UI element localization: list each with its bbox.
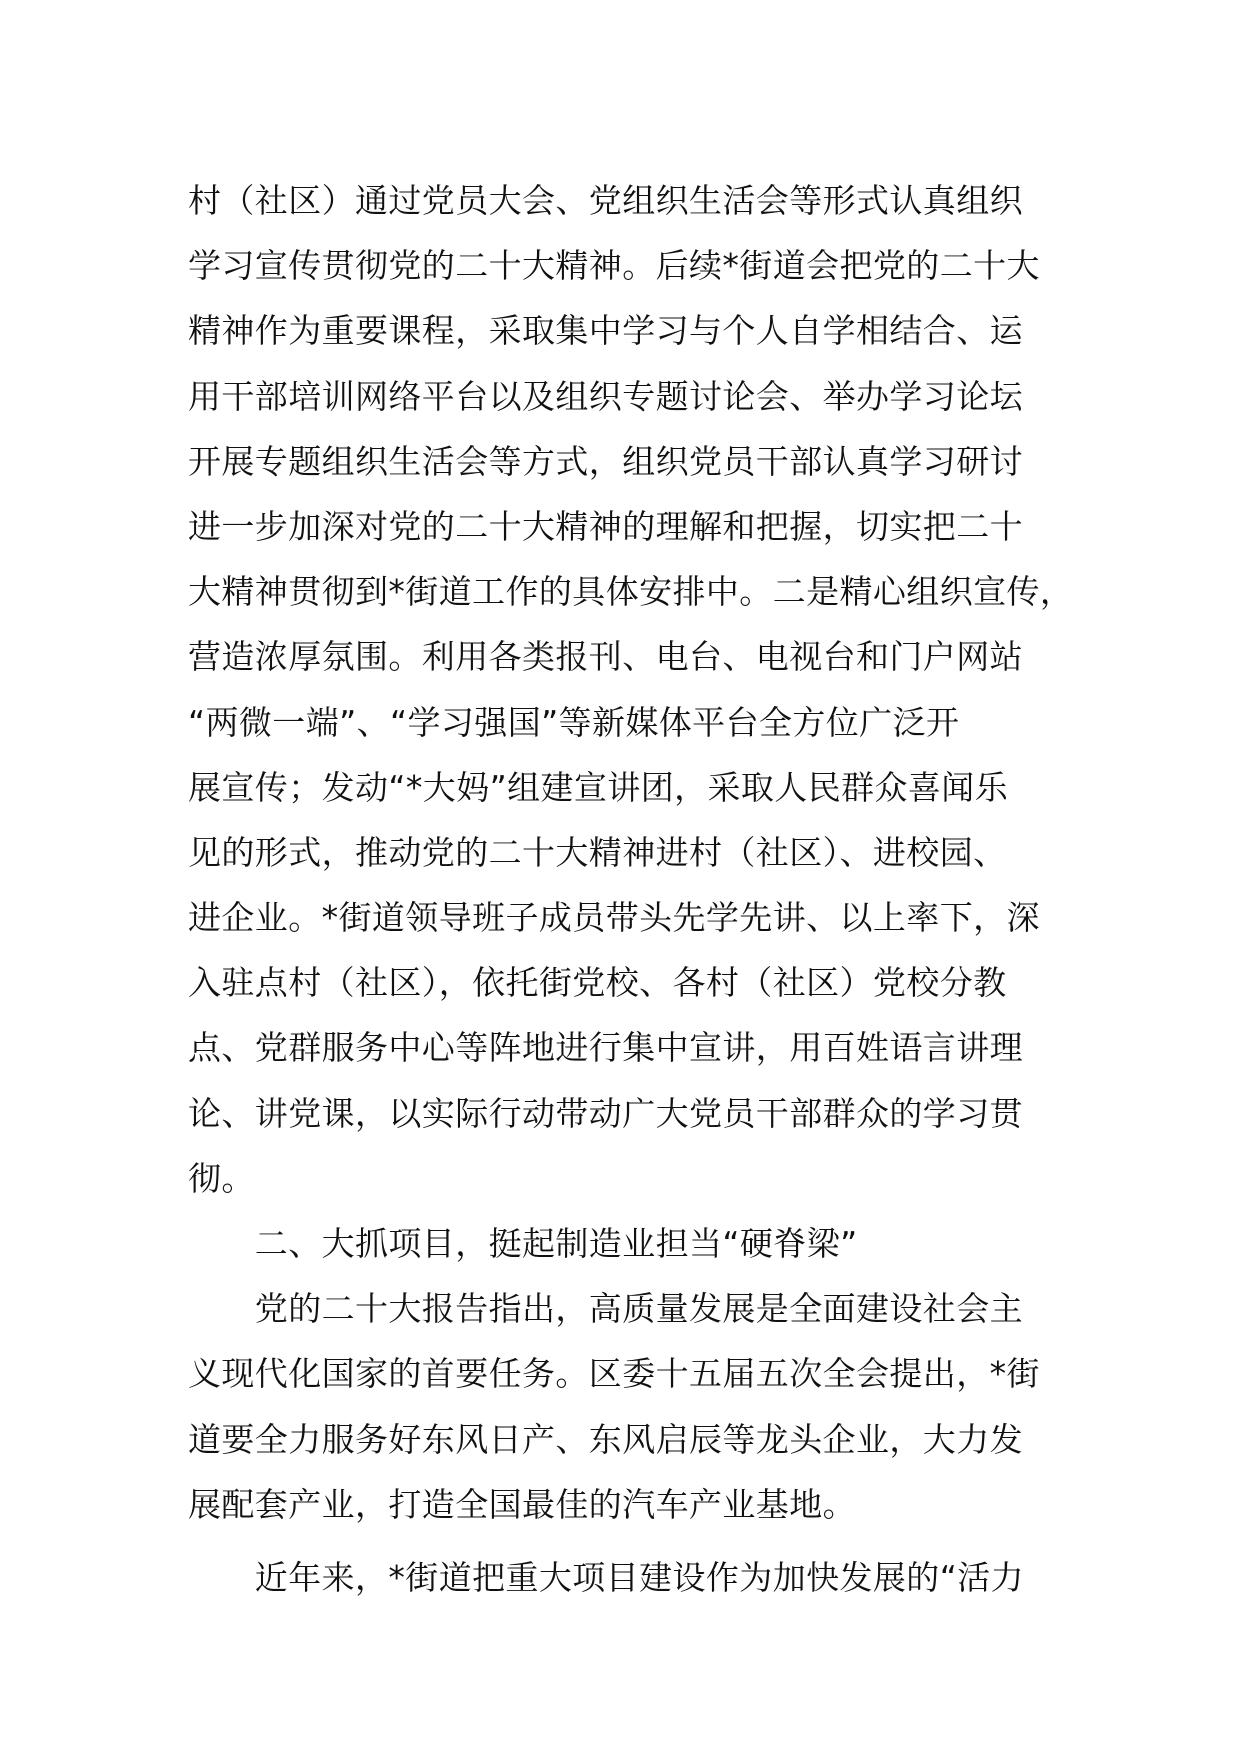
text-line: 营造浓厚氛围。利用各类报刊、电台、电视台和门户网站 <box>188 637 1023 677</box>
text-line: 近年来，*街道把重大项目建设作为加快发展的“活力 <box>188 1557 1024 1597</box>
text-line: 彻。 <box>188 1158 255 1198</box>
text-line: 论、讲党课，以实际行动带动广大党员干部群众的学习贯 <box>188 1093 1023 1133</box>
text-line: 见的形式，推动党的二十大精神进村（社区）、进校园、 <box>188 832 1007 872</box>
text-line: 开展专题组织生活会等方式，组织党员干部认真学习研讨 <box>188 441 1023 481</box>
text-line: 用干部培训网络平台以及组织专题讨论会、举办学习论坛 <box>188 376 1023 416</box>
text-line: 入驻点村（社区），依托街党校、各村（社区）党校分教 <box>188 963 1007 1003</box>
section-heading: 二、大抓项目，挺起制造业担当“硬脊梁” <box>188 1224 858 1263</box>
text-line: 精神作为重要课程，采取集中学习与个人自学相结合、运 <box>188 311 1023 351</box>
text-line: 村（社区）通过党员大会、党组织生活会等形式认真组织 <box>188 181 1023 220</box>
text-line: 党的二十大报告指出，高质量发展是全面建设社会主 <box>188 1289 1023 1329</box>
text-line: 进一步加深对党的二十大精神的理解和把握，切实把二十 <box>188 506 1023 546</box>
text-line: 学习宣传贯彻党的二十大精神。后续*街道会把党的二十大 <box>188 246 1040 286</box>
text-line: 义现代化国家的首要任务。区委十五届五次全会提出，*街 <box>188 1354 1040 1394</box>
body-text <box>188 168 1088 1610</box>
text-line: 点、党群服务中心等阵地进行集中宣讲，用百姓语言讲理 <box>188 1028 1023 1068</box>
paragraph-gap <box>188 1537 1088 1545</box>
text-line: 进企业。*街道领导班子成员带头先学先讲、以上率下，深 <box>188 898 1040 938</box>
text-line: 展配套产业，打造全国最佳的汽车产业基地。 <box>188 1484 856 1524</box>
text-line: 展宣传；发动“*大妈”组建宣讲团，采取人民群众喜闻乐 <box>188 767 1009 807</box>
text-line: 大精神贯彻到*街道工作的具体安排中。二是精心组织宣传， <box>188 572 1074 612</box>
text-line: 道要全力服务好东风日产、东风启辰等龙头企业，大力发 <box>188 1419 1023 1459</box>
text-line: “两微一端”、“学习强国”等新媒体平台全方位广泛开 <box>188 702 960 742</box>
